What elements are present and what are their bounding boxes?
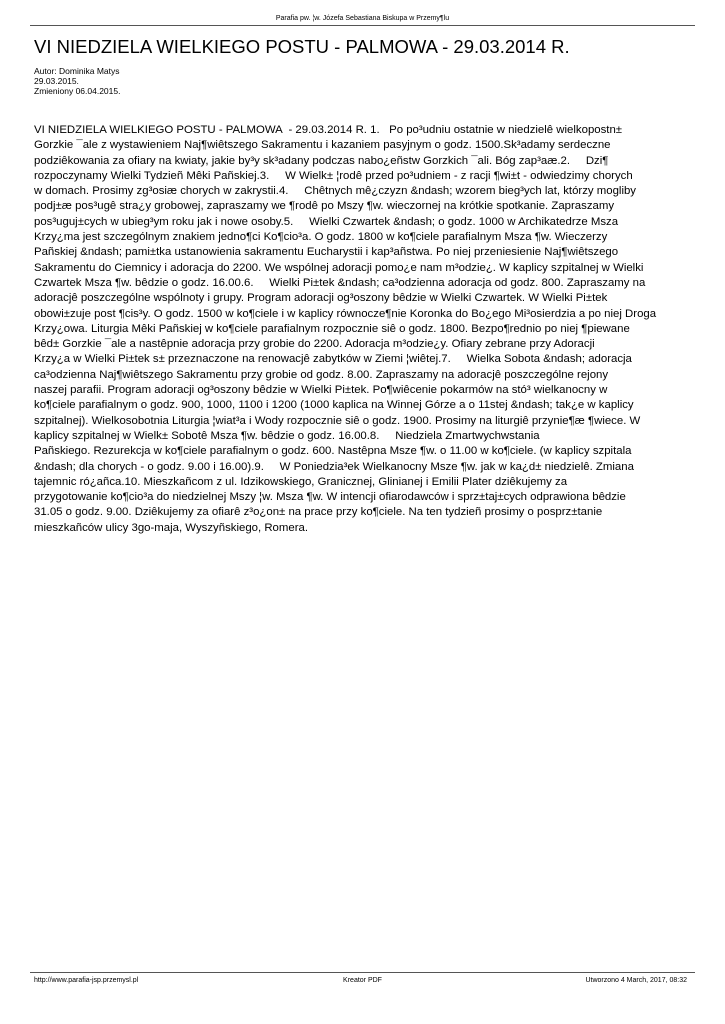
footer-divider <box>30 972 695 973</box>
article-meta <box>34 66 120 96</box>
article-title: VI NIEDZIELA WIELKIEGO POSTU - PALMOWA - 29.03.2014 R. <box>34 36 570 57</box>
footer-generator: Kreator PDF <box>343 977 382 984</box>
article-body: VI NIEDZIELA WIELKIEGO POSTU - PALMOWA - 29.03.2014 R. 1. Po po³udniu ostatnie w niedzielê wielkopostn± Gorzkie ¯ale z wystawieniem Naj¶wiêtszego Sakramentu i kazaniem pasyjnym o godz. 1500.Sk³adamy serdeczne podziêkowania za ofiary na kwiaty, jakie by³y sk³adany podczas nabo¿eñstw Gorzkich ¯ali. Bóg zap³aæ.2. Dzi¶ rozpoczynamy Wielki Tydzieñ Mêki Pañskiej.3. W Wielk± ¦rodê przed po³udniem - z racji ¶wi±t - odwiedzimy chorych w domach. Prosimy zg³osiæ chorych w zakrystii.4. Chêtnych mê¿czyzn &ndash; wzorem bieg³ych lat, którzy mogliby podj±æ pos³ugê stra¿y grobowej, zapraszamy we ¶rodê po Mszy ¶w. wieczornej na krótkie spotkanie. Zapraszamy pos³uguj±cych w ubieg³ym roku jak i nowe osoby.5. Wielki Czwartek &ndash; o godz. 1000 w Archikatedrze Msza Krzy¿ma jest szczególnym znakiem jedno¶ci Ko¶cio³a. O godz. 1800 w ko¶ciele parafialnym Msza ¶w. Wieczerzy Pañskiej &ndash; pami±tka ustanowienia sakramentu Eucharystii i kap³añstwa. Po niej przeniesienie Naj¶wiêtszego Sakramentu do Ciemnicy i adoracja do 2200. We wspólnej adoracji pomo¿e nam m³odzie¿. W kaplicy szpitalnej w Wielki Czwartek Msza ¶w. bêdzie o godz. 16.00.6. Wielki Pi±tek &ndash; ca³odzienna adoracja od godz. 800. Zapraszamy na adoracjê poszczególne wspólnoty i grupy. Program adoracji og³oszony bêdzie w Wielki Czwartek. W Wielki Pi±tek obowi±zuje post ¶cis³y. O godz. 1500 w ko¶ciele i w kaplicy równocze¶nie Koronka do Bo¿ego Mi³osierdzia a po niej Droga Krzy¿owa. Liturgia Mêki Pañskiej w ko¶ciele parafialnym rozpocznie siê o godz. 1800. Bezpo¶rednio po niej ¶piewane bêd± Gorzkie ¯ale a nastêpnie adoracja przy grobie do 2200. Adoracja m³odzie¿y. Ofiary zebrane przy Adoracji Krzy¿a w Wielki Pi±tek s± przeznaczone na renowacjê zabytków w Ziemi ¦wiêtej.7. Wielka Sobota &ndash; adoracja ca³odzienna Naj¶wiêtszego Sakramentu przy grobie od godz. 8.00. Zapraszamy na adoracjê poszczególne rejony naszej parafii. Program adoracji og³oszony bêdzie w Wielki Pi±tek. Po¶wiêcenie pokarmów na stó³ wielkanocny w ko¶ciele parafialnym o godz. 900, 1000, 1100 i 1200 (1000 kaplica na Winnej Górze a o 11stej &ndash; tak¿e w kaplicy szpitalnej). Wielkosobotnia Liturgia ¦wiat³a i Wody rozpocznie siê o godz. 1900. Prosimy na liturgiê przynie¶æ ¶wiece. W kaplicy szpitalnej w Wielk± Sobotê Msza ¶w. bêdzie o godz. 16.00.8. Niedziela Zmartwychwstania Pañskiego. Rezurekcja w ko¶ciele parafialnym o godz. 600. Nastêpna Msze ¶w. o 11.00 w ko¶ciele. (w kaplicy szpitala &ndash; dla chorych - o godz. 9.00 i 16.00).9. W Poniedzia³ek Wielkanocny Msze ¶w. jak w ka¿d± niedzielê. Zmiana tajemnic ró¿añca.10. Mieszkañcom z ul. Idzikowskiego, Granicznej, Glinianej i Emilii Plater dziêkujemy za przygotowanie ko¶cio³a do niedzielnej Mszy ¦w. Msza ¶w. W intencji ofiarodawców i sprz±taj±cych odprawiona bêdzie 31.05 o godz. 9.00. Dziêkujemy za ofiarê z³o¿on± na prace przy ko¶ciele. Na ten tydzieñ prosimy o posprz±tanie mieszkañców ulicy 3go-maja, Wyszyñskiego, Romera. <box>34 124 657 534</box>
article-date: 29.03.2015. <box>34 76 79 86</box>
header-divider <box>30 25 695 26</box>
article-author: Autor: Dominika Matys <box>34 66 120 76</box>
article-modified: Zmieniony 06.04.2015. <box>34 86 121 96</box>
footer-url[interactable]: http://www.parafia-jsp.przemysl.pl <box>34 977 139 984</box>
footer-created: Utworzono 4 March, 2017, 08:32 <box>585 977 687 984</box>
page-header: Parafia pw. ¦w. Józefa Sebastiana Biskupa w Przemy¶lu <box>275 15 450 22</box>
